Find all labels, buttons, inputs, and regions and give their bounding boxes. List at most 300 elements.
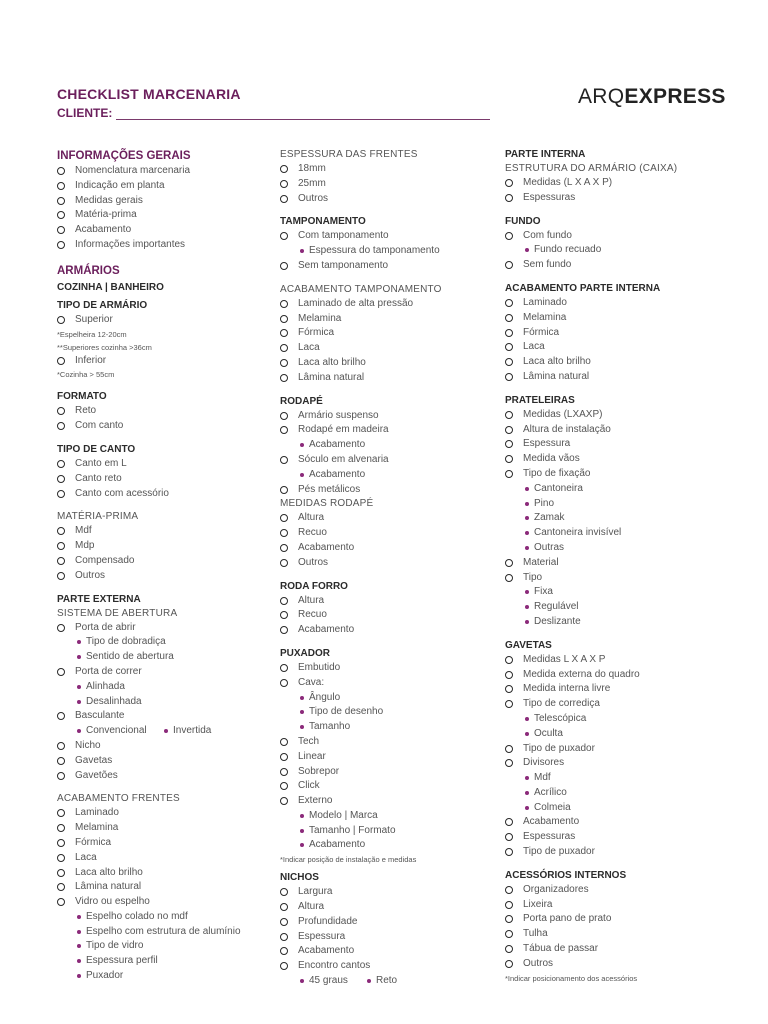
checkbox-circle-icon[interactable] <box>280 544 288 552</box>
checklist-item[interactable] <box>57 851 277 866</box>
checklist-item[interactable] <box>280 371 500 386</box>
checklist-item-label: Canto em L <box>75 457 127 469</box>
checkbox-circle-icon[interactable] <box>57 226 65 234</box>
checklist-item[interactable]: Vidro ou espelho <box>57 895 277 910</box>
checklist-item[interactable] <box>505 942 725 957</box>
checkbox-circle-icon[interactable] <box>505 901 513 909</box>
checkbox-circle-icon[interactable] <box>57 197 65 205</box>
checkbox-circle-icon[interactable] <box>280 456 288 464</box>
checkbox-circle-icon[interactable] <box>57 572 65 580</box>
bullet-dot-icon <box>164 729 168 733</box>
checklist-item[interactable] <box>280 341 500 356</box>
sub-option[interactable] <box>505 801 725 816</box>
sub-option-label: Acrílico <box>534 786 567 798</box>
checklist-item[interactable] <box>280 930 500 945</box>
checklist-item[interactable] <box>57 524 277 539</box>
checklist-item[interactable] <box>505 912 725 927</box>
checkbox-circle-icon[interactable] <box>280 344 288 352</box>
checkbox-circle-icon[interactable] <box>505 685 513 693</box>
checkbox-circle-icon[interactable] <box>505 358 513 366</box>
checklist-item[interactable] <box>57 208 277 223</box>
checklist-item[interactable]: Armário suspenso <box>280 409 500 424</box>
checklist-item[interactable] <box>280 885 500 900</box>
checkbox-circle-icon[interactable] <box>280 738 288 746</box>
checkbox-circle-icon[interactable] <box>505 745 513 753</box>
checklist-item[interactable] <box>505 653 725 668</box>
checklist-item[interactable] <box>57 472 277 487</box>
client-input-line[interactable] <box>116 119 490 120</box>
checkbox-circle-icon[interactable] <box>280 611 288 619</box>
checklist-item[interactable]: Sem tamponamento <box>280 259 500 274</box>
sub-option[interactable] <box>505 786 725 801</box>
checklist-item[interactable] <box>280 511 500 526</box>
checklist-item[interactable] <box>57 821 277 836</box>
checklist-item[interactable]: Com fundo <box>505 229 725 244</box>
checklist-item[interactable] <box>280 526 500 541</box>
checkbox-circle-icon[interactable] <box>280 412 288 420</box>
sub-option-label[interactable]: Convencional <box>86 725 147 737</box>
bullet-dot-icon <box>300 696 304 700</box>
checkbox-circle-icon[interactable] <box>57 542 65 550</box>
sub-option[interactable]: Acabamento <box>280 468 500 483</box>
checklist-item-label: Altura <box>298 512 325 524</box>
checklist-item[interactable] <box>280 750 500 765</box>
checklist-item[interactable] <box>57 487 277 502</box>
bullet-dot-icon <box>525 717 529 721</box>
sub-option-label: Tipo de dobradiça <box>86 636 166 648</box>
checklist-item[interactable] <box>57 836 277 851</box>
checkbox-circle-icon[interactable] <box>280 426 288 434</box>
checklist-item[interactable] <box>505 296 725 311</box>
checkbox-circle-icon[interactable] <box>57 757 65 765</box>
checklist-item-label: Encontro cantos <box>298 960 371 972</box>
sub-option[interactable]: Acabamento <box>280 438 500 453</box>
checklist-item[interactable] <box>57 539 277 554</box>
sub-option-row <box>57 724 277 739</box>
checklist-item[interactable]: Com tamponamento <box>280 229 500 244</box>
checkbox-circle-icon[interactable] <box>57 824 65 832</box>
checkbox-circle-icon[interactable] <box>57 422 65 430</box>
subsection-title: FORMATO <box>57 391 107 403</box>
checklist-item[interactable] <box>505 191 725 206</box>
checkbox-circle-icon[interactable] <box>505 818 513 826</box>
sub-option[interactable] <box>505 771 725 786</box>
checklist-item-label: Medida interna livre <box>523 683 611 695</box>
sub-option-label[interactable]: 45 graus <box>309 975 348 987</box>
subsection-title: PUXADOR <box>280 647 331 659</box>
sub-option[interactable] <box>505 712 725 727</box>
checkbox-circle-icon[interactable] <box>280 165 288 173</box>
sub-option[interactable] <box>280 720 500 735</box>
checkbox-circle-icon[interactable] <box>505 960 513 968</box>
checklist-item[interactable] <box>57 554 277 569</box>
sub-option-label[interactable]: Invertida <box>173 725 212 737</box>
checkbox-circle-icon[interactable] <box>505 700 513 708</box>
bullet-dot-icon <box>77 729 81 733</box>
checklist-item[interactable]: Rodapé em madeira <box>280 423 500 438</box>
bullet-dot-icon <box>525 605 529 609</box>
checklist-item[interactable] <box>57 457 277 472</box>
checklist-item[interactable] <box>57 179 277 194</box>
checklist-item[interactable]: Tipo de corrediça <box>505 697 725 712</box>
checkbox-circle-icon[interactable] <box>57 883 65 891</box>
sub-option[interactable] <box>57 954 277 969</box>
checkbox-circle-icon[interactable] <box>57 869 65 877</box>
checkbox-circle-icon[interactable] <box>505 373 513 381</box>
checklist-item[interactable] <box>505 408 725 423</box>
checkbox-circle-icon[interactable] <box>57 241 65 249</box>
checkbox-circle-icon[interactable] <box>280 888 288 896</box>
checklist-item[interactable] <box>505 668 725 683</box>
checklist-item[interactable]: Embutido <box>280 661 500 676</box>
checklist-item[interactable] <box>505 845 725 860</box>
sub-option[interactable] <box>57 939 277 954</box>
checklist-item-label: Click <box>298 780 320 792</box>
checkbox-circle-icon[interactable] <box>57 357 65 365</box>
checklist-item[interactable] <box>505 423 725 438</box>
sub-option-label[interactable]: Reto <box>376 975 398 987</box>
checkbox-circle-icon[interactable] <box>280 933 288 941</box>
sub-option[interactable] <box>505 615 725 630</box>
note: *Espelheira 12-20cm <box>57 329 127 339</box>
sub-option[interactable] <box>57 695 277 710</box>
checkbox-circle-icon[interactable] <box>57 624 65 632</box>
checkbox-circle-icon[interactable] <box>57 898 65 906</box>
checkbox-circle-icon[interactable] <box>57 475 65 483</box>
bullet-dot-icon <box>525 546 529 550</box>
checkbox-circle-icon[interactable] <box>505 426 513 434</box>
checkbox-circle-icon[interactable] <box>57 490 65 498</box>
sub-option[interactable] <box>280 809 500 824</box>
sub-option[interactable] <box>505 526 725 541</box>
checklist-item[interactable] <box>505 326 725 341</box>
checkbox-circle-icon[interactable] <box>505 848 513 856</box>
sub-option[interactable] <box>505 497 725 512</box>
checkbox-circle-icon[interactable] <box>505 671 513 679</box>
sub-option-label: Acabamento <box>309 839 366 851</box>
checkbox-circle-icon[interactable] <box>57 407 65 415</box>
sub-option-label: Espessura perfil <box>86 955 158 967</box>
checklist-item[interactable] <box>57 419 277 434</box>
checklist-item[interactable] <box>280 541 500 556</box>
checkbox-circle-icon[interactable] <box>280 962 288 970</box>
checklist-item[interactable] <box>505 340 725 355</box>
checkbox-circle-icon[interactable] <box>505 343 513 351</box>
checklist-item-label: Medida vãos <box>523 453 580 465</box>
checkbox-circle-icon[interactable] <box>280 486 288 494</box>
checklist-item[interactable] <box>57 404 277 419</box>
checkbox-circle-icon[interactable] <box>280 529 288 537</box>
sub-option[interactable] <box>57 910 277 925</box>
checklist-item-label: Gavetas <box>75 754 113 766</box>
sub-option[interactable] <box>57 650 277 665</box>
checklist-item[interactable] <box>280 356 500 371</box>
checklist-item[interactable] <box>280 162 500 177</box>
checklist-item[interactable] <box>505 311 725 326</box>
checkbox-circle-icon[interactable] <box>280 315 288 323</box>
sub-option[interactable] <box>505 511 725 526</box>
sub-option-label: Espelho colado no mdf <box>86 910 188 922</box>
checklist-item-label: Canto reto <box>75 472 122 484</box>
sub-option-label: Cantoneira <box>534 482 583 494</box>
sub-option[interactable] <box>505 727 725 742</box>
checklist-item[interactable] <box>280 312 500 327</box>
checklist-item[interactable]: Divisores <box>505 756 725 771</box>
checklist-item[interactable] <box>57 569 277 584</box>
checklist-item-label: Reto <box>75 405 97 417</box>
checkbox-circle-icon[interactable] <box>505 314 513 322</box>
checkbox-circle-icon[interactable] <box>57 854 65 862</box>
checkbox-circle-icon[interactable] <box>57 712 65 720</box>
checkbox-circle-icon[interactable] <box>280 918 288 926</box>
checkbox-circle-icon[interactable] <box>280 329 288 337</box>
checkbox-circle-icon[interactable] <box>57 742 65 750</box>
checkbox-circle-icon[interactable] <box>505 299 513 307</box>
checklist-item-label: Mdf <box>75 525 92 537</box>
checklist-item-label: Fórmica <box>75 836 112 848</box>
bullet-dot-icon <box>77 915 81 919</box>
checklist-item-label: Indicação em planta <box>75 179 165 191</box>
checklist-item[interactable] <box>280 297 500 312</box>
checklist-item[interactable] <box>505 355 725 370</box>
checkbox-circle-icon[interactable] <box>505 656 513 664</box>
checklist-item[interactable] <box>505 370 725 385</box>
checklist-item[interactable] <box>280 608 500 623</box>
checkbox-circle-icon[interactable] <box>280 195 288 203</box>
sub-option[interactable] <box>280 824 500 839</box>
checkbox-circle-icon[interactable] <box>280 768 288 776</box>
checklist-item[interactable]: Tipo de fixação <box>505 467 725 482</box>
checkbox-circle-icon[interactable] <box>280 797 288 805</box>
checklist-item[interactable] <box>505 682 725 697</box>
bullet-dot-icon <box>525 776 529 780</box>
sub-option[interactable] <box>280 838 500 853</box>
checklist-item[interactable]: Tipo <box>505 571 725 586</box>
sub-option[interactable] <box>280 705 500 720</box>
checklist-item[interactable] <box>280 623 500 638</box>
checkbox-circle-icon[interactable] <box>505 759 513 767</box>
checklist-item[interactable]: Externo <box>280 794 500 809</box>
checklist-item-label: Tábua de passar <box>523 943 599 955</box>
checklist-item[interactable] <box>57 769 277 784</box>
sub-option[interactable] <box>57 635 277 650</box>
checklist-item[interactable] <box>280 735 500 750</box>
checklist-item[interactable] <box>280 915 500 930</box>
checkbox-circle-icon[interactable] <box>57 316 65 324</box>
checklist-item[interactable] <box>280 556 500 571</box>
checklist-item[interactable] <box>57 739 277 754</box>
sub-option[interactable] <box>57 680 277 695</box>
subsection-title: ACABAMENTO TAMPONAMENTO <box>280 283 442 295</box>
sub-option[interactable] <box>505 600 725 615</box>
sub-option[interactable]: Fundo recuado <box>505 243 725 258</box>
column-middle <box>280 148 500 989</box>
checklist-item[interactable] <box>280 944 500 959</box>
checkbox-circle-icon[interactable] <box>280 597 288 605</box>
checkbox-circle-icon[interactable] <box>57 809 65 817</box>
checkbox-circle-icon[interactable] <box>280 514 288 522</box>
checkbox-circle-icon[interactable] <box>280 374 288 382</box>
checklist-item[interactable] <box>505 176 725 191</box>
checklist-item[interactable] <box>505 883 725 898</box>
checklist-item[interactable]: Sem fundo <box>505 258 725 273</box>
sub-option[interactable] <box>57 969 277 984</box>
bullet-dot-icon <box>300 473 304 477</box>
checkbox-circle-icon[interactable] <box>57 182 65 190</box>
bullet-dot-icon <box>300 829 304 833</box>
checklist-item[interactable] <box>505 437 725 452</box>
checkbox-circle-icon[interactable] <box>505 329 513 337</box>
checkbox-circle-icon[interactable] <box>505 261 513 269</box>
checklist-item-label: Com canto <box>75 420 124 432</box>
checkbox-circle-icon[interactable] <box>57 839 65 847</box>
checkbox-circle-icon[interactable] <box>57 211 65 219</box>
checkbox-circle-icon[interactable] <box>280 626 288 634</box>
sub-option[interactable] <box>505 585 725 600</box>
checklist-item[interactable]: Material <box>505 556 725 571</box>
checklist-item[interactable]: Sóculo em alvenaria <box>280 453 500 468</box>
sub-option-label: Telescópica <box>534 712 587 724</box>
sub-option[interactable] <box>505 541 725 556</box>
checkbox-circle-icon[interactable] <box>57 557 65 565</box>
bullet-dot-icon <box>300 814 304 818</box>
sub-option-label: Desalinhada <box>86 695 142 707</box>
checkbox-circle-icon[interactable] <box>505 440 513 448</box>
checklist-item[interactable] <box>57 238 277 253</box>
checkbox-circle-icon[interactable] <box>57 167 65 175</box>
checkbox-circle-icon[interactable] <box>505 915 513 923</box>
sub-option[interactable] <box>505 482 725 497</box>
checklist-item[interactable] <box>57 806 277 821</box>
checkbox-circle-icon[interactable] <box>280 903 288 911</box>
checklist-item[interactable] <box>505 815 725 830</box>
checkbox-circle-icon[interactable] <box>280 782 288 790</box>
checkbox-circle-icon[interactable] <box>505 833 513 841</box>
checklist-item-label: Outros <box>523 957 554 969</box>
checkbox-circle-icon[interactable] <box>505 411 513 419</box>
checklist-item[interactable] <box>505 898 725 913</box>
checkbox-circle-icon[interactable] <box>505 232 513 240</box>
bullet-dot-icon <box>525 516 529 520</box>
checklist-item[interactable]: Porta de correr <box>57 665 277 680</box>
checklist-item[interactable] <box>280 779 500 794</box>
checkbox-circle-icon[interactable] <box>505 559 513 567</box>
sub-option-label: Zamak <box>534 512 565 524</box>
checklist-item-label: Melamina <box>75 822 119 834</box>
checkbox-circle-icon[interactable] <box>505 930 513 938</box>
checklist-item[interactable]: Pés metálicos <box>280 483 500 498</box>
checkbox-circle-icon[interactable] <box>505 574 513 582</box>
checklist-item-label: Laca <box>523 341 545 353</box>
checklist-item[interactable] <box>280 765 500 780</box>
checkbox-circle-icon[interactable] <box>280 947 288 955</box>
sub-option-label: Mdf <box>534 772 551 784</box>
note: **Superiores cozinha >36cm <box>57 342 152 352</box>
sub-option[interactable]: Espessura do tamponamento <box>280 244 500 259</box>
checklist-item[interactable] <box>57 194 277 209</box>
checklist-item-label: Medida externa do quadro <box>523 668 640 680</box>
checkbox-circle-icon[interactable] <box>505 886 513 894</box>
column-left <box>57 148 277 984</box>
section-title: ARMÁRIOS <box>57 264 120 277</box>
checklist-item[interactable] <box>280 594 500 609</box>
subsection-title: NICHOS <box>280 872 319 884</box>
checkbox-circle-icon[interactable] <box>280 262 288 270</box>
sub-option[interactable] <box>280 691 500 706</box>
checkbox-circle-icon[interactable] <box>57 460 65 468</box>
checklist-item-label: Acabamento <box>298 624 355 636</box>
checklist-item[interactable] <box>280 900 500 915</box>
sub-option-label: Tipo de desenho <box>309 706 384 718</box>
checklist-item[interactable] <box>505 452 725 467</box>
checklist-item[interactable]: Superior <box>57 313 277 328</box>
checklist-item-label: Porta pano de prato <box>523 913 612 925</box>
checklist-item-label: Recuo <box>298 527 327 539</box>
checklist-item[interactable]: Basculante <box>57 709 277 724</box>
subsection-title: PARTE EXTERNA <box>57 593 141 605</box>
checkbox-circle-icon[interactable] <box>280 679 288 687</box>
checklist-item-label: Sobrepor <box>298 765 340 777</box>
checkbox-circle-icon[interactable] <box>280 300 288 308</box>
checklist-item[interactable] <box>57 754 277 769</box>
checklist-item[interactable] <box>57 866 277 881</box>
checkbox-circle-icon[interactable] <box>57 668 65 676</box>
checklist-item[interactable] <box>505 830 725 845</box>
checklist-item-label: Medidas (LXAXP) <box>523 408 603 420</box>
sub-option-label: Alinhada <box>86 680 125 692</box>
checklist-item[interactable] <box>280 326 500 341</box>
checkbox-circle-icon[interactable] <box>280 559 288 567</box>
subsection-title: TIPO DE CANTO <box>57 443 136 455</box>
checklist-item[interactable] <box>280 959 500 974</box>
checklist-item-label: Laminado de alta pressão <box>298 297 414 309</box>
checkbox-circle-icon[interactable] <box>505 194 513 202</box>
checkbox-circle-icon[interactable] <box>505 945 513 953</box>
checklist-item[interactable] <box>280 177 500 192</box>
checkbox-circle-icon[interactable] <box>505 470 513 478</box>
checkbox-circle-icon[interactable] <box>57 527 65 535</box>
checklist-item[interactable] <box>57 164 277 179</box>
checklist-item[interactable] <box>280 192 500 207</box>
checklist-item[interactable] <box>505 957 725 972</box>
checklist-item-label: Largura <box>298 886 333 898</box>
checklist-item[interactable]: Porta de abrir <box>57 621 277 636</box>
checkbox-circle-icon[interactable] <box>280 753 288 761</box>
column-right <box>505 148 725 985</box>
sub-option[interactable] <box>57 925 277 940</box>
checklist-item[interactable] <box>57 880 277 895</box>
checklist-item[interactable]: Tipo de puxador <box>505 742 725 757</box>
checkbox-circle-icon[interactable] <box>505 455 513 463</box>
checklist-item[interactable] <box>505 927 725 942</box>
checklist-item-label: Tulha <box>523 928 548 940</box>
checklist-item[interactable] <box>57 223 277 238</box>
checklist-item[interactable]: Inferior <box>57 354 277 369</box>
checkbox-circle-icon[interactable] <box>57 772 65 780</box>
checklist-item-label: Laca alto brilho <box>298 356 366 368</box>
checklist-item[interactable]: Cava: <box>280 676 500 691</box>
checkbox-circle-icon[interactable] <box>505 179 513 187</box>
checkbox-circle-icon[interactable] <box>280 180 288 188</box>
checklist-item-label: Laca <box>298 342 320 354</box>
sub-option-label: Tamanho <box>309 721 351 733</box>
subsection-title: COZINHA | BANHEIRO <box>57 281 164 293</box>
checkbox-circle-icon[interactable] <box>280 664 288 672</box>
checkbox-circle-icon[interactable] <box>280 232 288 240</box>
checkbox-circle-icon[interactable] <box>280 359 288 367</box>
checklist-item-label: Acabamento <box>75 224 132 236</box>
checklist-item-label: Fórmica <box>298 327 335 339</box>
